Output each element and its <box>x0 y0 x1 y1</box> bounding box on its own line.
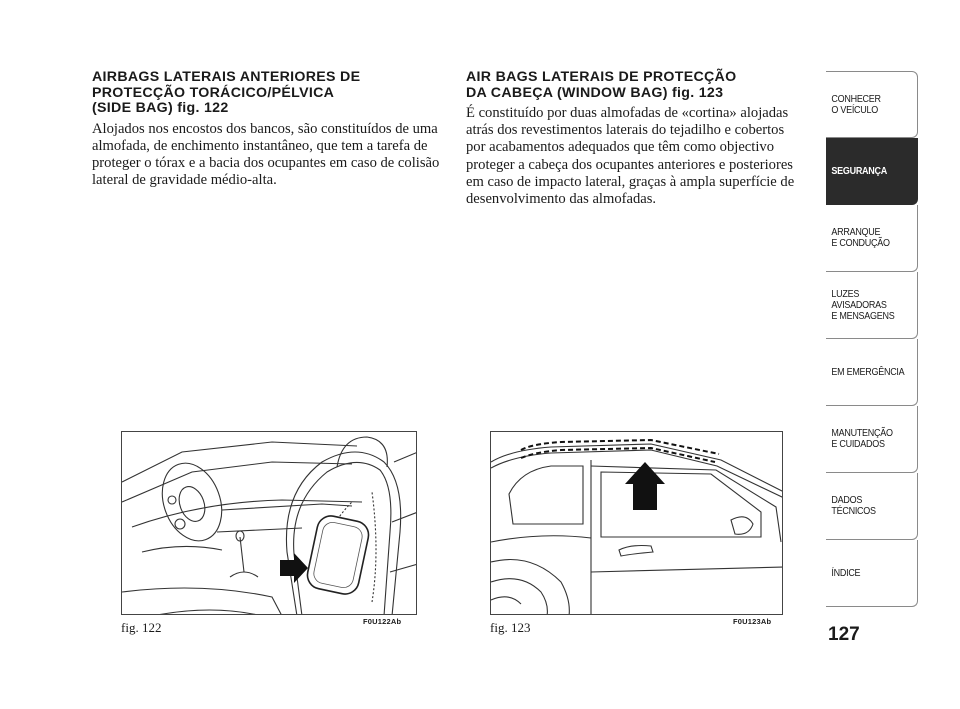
window-bag-description: É constituído por duas almofadas de «cortina» alojadas atrás dos revestimentos laterais do tejadilho e cobertos por acabamentos adequados que têm como objectivo proteger a cabeça dos ocupantes anteriores e posteriores em caso de impacto lateral, graças à ampla superfície de desenvolvimento das almofadas. <box>466 105 795 208</box>
figure-122-code: F0U122Ab <box>363 617 402 626</box>
tab-label: ÍNDICE <box>831 567 861 579</box>
tab-luzes-avisadoras[interactable] <box>826 272 918 339</box>
tab-label: DADOS TÉCNICOS <box>831 495 876 517</box>
tab-em-emergencia[interactable] <box>826 339 918 406</box>
chapter-tabs <box>826 71 918 607</box>
figure-123-caption: fig. 123 <box>490 620 531 635</box>
tab-manutencao-e-cuidados[interactable] <box>826 406 918 473</box>
tab-label: MANUTENÇÃO E CUIDADOS <box>831 428 893 450</box>
side-bag-heading: AIRBAGS LATERAIS ANTERIORES DE PROTECÇÃO TORÁCICO/PÉLVICA (SIDE BAG) fig. 122 <box>92 69 361 116</box>
figure-122-seat-side-airbag <box>121 431 417 615</box>
tab-label: ARRANQUE E CONDUÇÃO <box>831 227 890 249</box>
seat-airbag-illustration <box>122 432 417 615</box>
tab-label: EM EMERGÊNCIA <box>831 366 905 378</box>
tab-conhecer-o-veiculo[interactable] <box>826 71 918 138</box>
figure-123-window-bag <box>490 431 783 615</box>
tab-label: CONHECER O VEÍCULO <box>831 93 881 116</box>
figure-123-code: F0U123Ab <box>733 617 772 626</box>
figure-122-caption: fig. 122 <box>121 620 162 635</box>
tab-label: SEGURANÇA <box>831 165 887 177</box>
tab-dados-tecnicos[interactable] <box>826 473 918 540</box>
window-bag-illustration <box>491 432 783 615</box>
side-bag-description: Alojados nos encostos dos bancos, são constituídos de uma almofada, de enchimento instantâneo, que tem a tarefa de proteger o tórax e a bacia dos ocupantes em caso de colisão lateral de gravidade médio-alta. <box>92 120 440 189</box>
tab-seguranca[interactable] <box>826 138 918 205</box>
page-number: 127 <box>828 624 860 645</box>
tab-label: LUZES AVISADORAS E MENSAGENS <box>831 288 895 322</box>
tab-indice[interactable] <box>826 540 918 607</box>
window-bag-heading: AIR BAGS LATERAIS DE PROTECÇÃO DA CABEÇA (WINDOW BAG) fig. 123 <box>466 69 737 101</box>
side-bag-section <box>92 70 440 189</box>
window-bag-section <box>466 70 806 208</box>
tab-arranque-e-conducao[interactable] <box>826 205 918 272</box>
